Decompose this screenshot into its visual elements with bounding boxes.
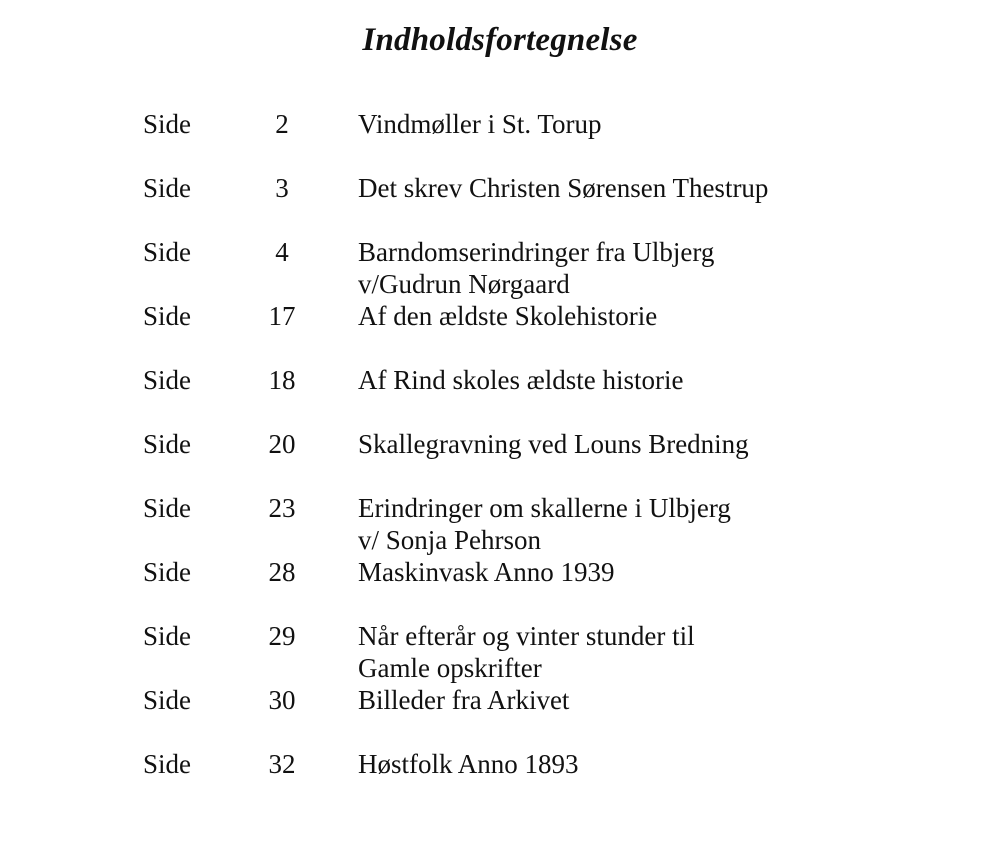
entry-title bbox=[358, 364, 684, 396]
page-title: Indholdsfortegnelse bbox=[362, 22, 638, 58]
side-label: Side bbox=[143, 237, 192, 267]
entry-title bbox=[358, 492, 731, 556]
side-label: Side bbox=[143, 301, 192, 331]
side-label: Side bbox=[143, 621, 192, 651]
page-number: 30 bbox=[268, 685, 296, 715]
entry-title bbox=[358, 300, 657, 332]
entry-title bbox=[358, 748, 579, 780]
entry-title bbox=[358, 620, 695, 684]
entry-title-line: Af Rind skoles ældste historie bbox=[358, 365, 684, 395]
side-label: Side bbox=[143, 557, 192, 587]
entry-title-line: Maskinvask Anno 1939 bbox=[358, 557, 615, 587]
page-number: 2 bbox=[275, 109, 289, 139]
entry-title bbox=[358, 428, 749, 460]
page-number: 32 bbox=[268, 749, 296, 779]
side-label: Side bbox=[143, 365, 192, 395]
entry-title-line: Når efterår og vinter stunder til bbox=[358, 621, 695, 651]
side-label: Side bbox=[143, 173, 192, 203]
page-number: 3 bbox=[275, 173, 289, 203]
side-label: Side bbox=[143, 685, 192, 715]
entry-title-line: Billeder fra Arkivet bbox=[358, 685, 570, 715]
entry-title-line: Vindmøller i St. Torup bbox=[358, 109, 602, 139]
page-number: 23 bbox=[268, 493, 296, 523]
page-number: 29 bbox=[268, 621, 296, 651]
page-number: 4 bbox=[275, 237, 289, 267]
page-number: 17 bbox=[268, 301, 296, 331]
page-number: 18 bbox=[268, 365, 296, 395]
side-label: Side bbox=[143, 109, 192, 139]
entry-title-line: Høstfolk Anno 1893 bbox=[358, 749, 579, 779]
page-number: 20 bbox=[268, 429, 296, 459]
entry-author-line: v/ Sonja Pehrson bbox=[358, 525, 542, 555]
entry-title-line: Erindringer om skallerne i Ulbjerg bbox=[358, 493, 731, 523]
entry-author-line: v/Gudrun Nørgaard bbox=[358, 269, 570, 299]
side-label: Side bbox=[143, 493, 192, 523]
entry-title-line: Barndomserindringer fra Ulbjerg bbox=[358, 237, 715, 267]
entry-title-line: Gamle opskrifter bbox=[358, 653, 542, 683]
side-label: Side bbox=[143, 429, 192, 459]
entry-title bbox=[358, 236, 714, 300]
entry-title bbox=[358, 684, 569, 716]
entry-title bbox=[358, 556, 615, 588]
page-number: 28 bbox=[268, 557, 296, 587]
entry-title-line: Det skrev Christen Sørensen Thestrup bbox=[358, 173, 769, 203]
entry-title bbox=[358, 172, 768, 204]
entry-title bbox=[358, 108, 602, 140]
entry-title-line: Af den ældste Skolehistorie bbox=[358, 301, 658, 331]
side-label: Side bbox=[143, 749, 192, 779]
entry-title-line: Skallegravning ved Louns Bredning bbox=[358, 429, 749, 459]
